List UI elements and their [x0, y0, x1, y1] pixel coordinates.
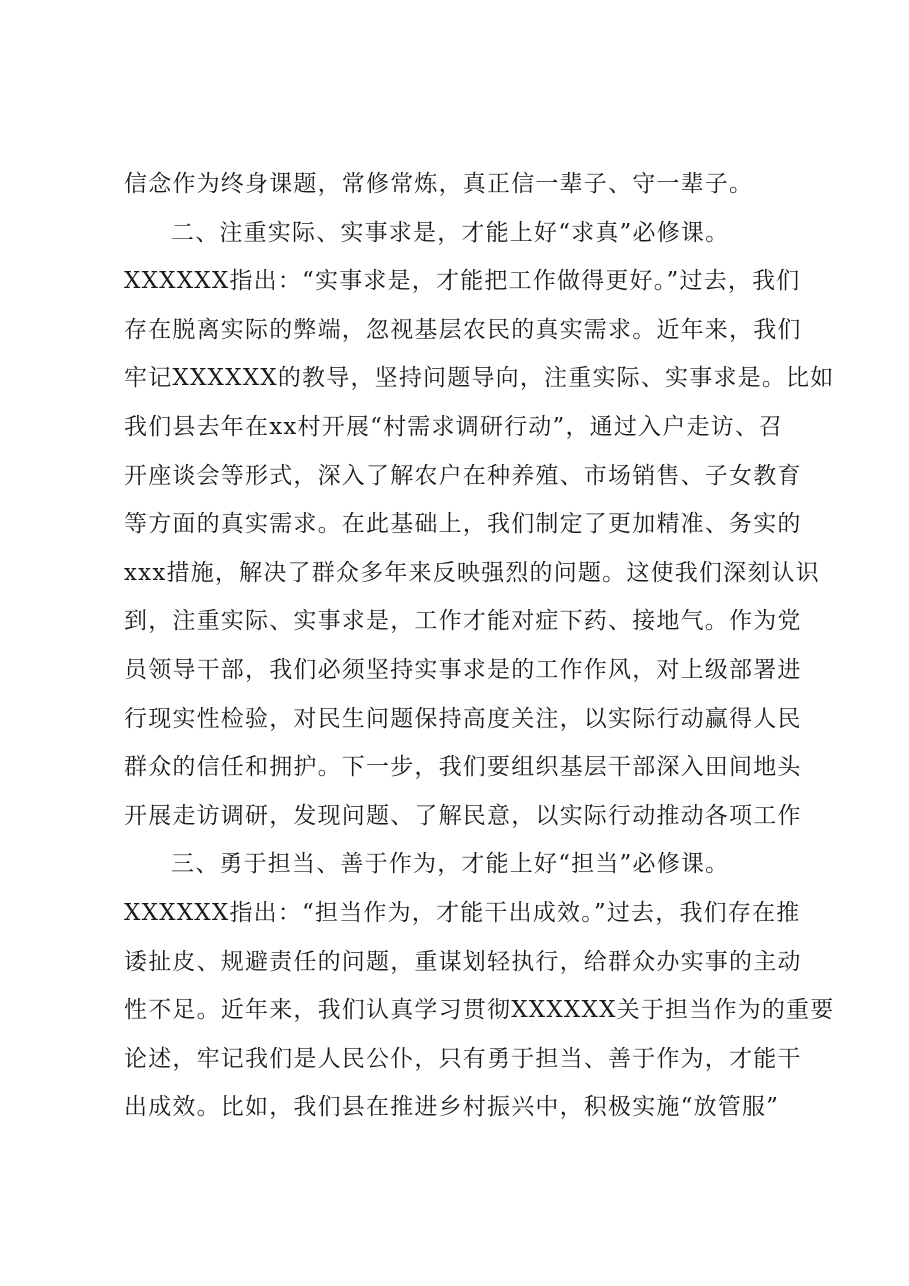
text-line-9: xxx措施，解决了群众多年来反映强烈的问题。这使我们深刻认识 [124, 559, 820, 586]
text-line-16: XXXXXX指出：“担当作为，才能干出成效。”过去，我们存在推 [124, 899, 801, 926]
text-line-14: 开展走访调研，发现问题、了解民意，以实际行动推动各项工作 [124, 802, 802, 829]
text-line-3: XXXXXX指出：“实事求是，才能把工作做得更好。”过去，我们 [124, 268, 801, 295]
text-line-19: 论述，牢记我们是人民公仆，只有勇于担当、善于作为，才能干 [124, 1045, 802, 1072]
text-line-7: 开座谈会等形式，深入了解农户在种养殖、市场销售、子女教育 [124, 462, 802, 489]
text-line-8: 等方面的真实需求。在此基础上，我们制定了更加精准、务实的 [124, 511, 802, 538]
text-line-13: 群众的信任和拥护。下一步，我们要组织基层干部深入田间地头 [124, 754, 802, 781]
text-line-1: 信念作为终身课题，常修常炼，真正信一辈子、守一辈子。 [124, 171, 754, 197]
section-heading-3: 三、勇于担当、善于作为，才能上好“担当”必修课。 [171, 851, 730, 878]
text-line-10: 到，注重实际、实事求是，工作才能对症下药、接地气。作为党 [124, 608, 802, 635]
text-line-4: 存在脱离实际的弊端，忽视基层农民的真实需求。近年来，我们 [124, 316, 802, 343]
section-heading-2: 二、注重实际、实事求是，才能上好“求真”必修课。 [171, 219, 730, 246]
text-line-17: 诿扯皮、规避责任的问题，重谋划轻执行，给群众办实事的主动 [124, 948, 802, 975]
text-line-18: 性不足。近年来，我们认真学习贯彻XXXXXX关于担当作为的重要 [124, 997, 835, 1024]
document-body [124, 160, 835, 1132]
text-line-12: 行现实性检验，对民生问题保持高度关注，以实际行动赢得人民 [124, 705, 802, 732]
text-line-5: 牢记XXXXXX的教导，坚持问题导向，注重实际、实事求是。比如 [124, 365, 835, 392]
text-line-20: 出成效。比如，我们县在推进乡村振兴中，积极实施“放管服” [124, 1094, 780, 1121]
text-line-6: 我们县去年在xx村开展“村需求调研行动”，通过入户走访、召 [124, 413, 784, 440]
text-line-11: 员领导干部，我们必须坚持实事求是的工作作风，对上级部署进 [124, 656, 802, 683]
